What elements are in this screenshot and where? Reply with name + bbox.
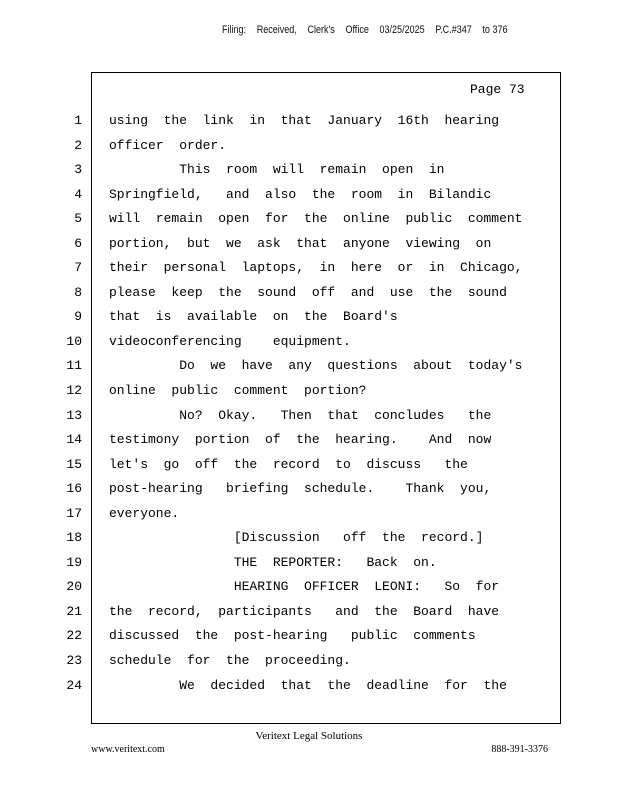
filing-clerks: Clerk's: [307, 24, 335, 36]
line-text: let's go off the record to discuss the: [109, 456, 468, 472]
filing-office: Office: [345, 24, 369, 36]
line-text: We decided that the deadline for the: [109, 677, 507, 693]
transcript-line: [0, 430, 618, 455]
filing-label: Filing:: [222, 24, 247, 36]
transcript-line: [0, 307, 618, 332]
line-number: 9: [74, 309, 82, 325]
line-text: officer order.: [109, 137, 227, 153]
line-number: 24: [66, 677, 82, 693]
transcript-line: [0, 676, 618, 701]
footer-company: Veritext Legal Solutions: [255, 730, 363, 742]
transcript-line: [0, 258, 618, 283]
line-number: 2: [74, 137, 82, 153]
filing-page-range: to 376: [482, 24, 508, 36]
line-text: Do we have any questions about today's: [109, 358, 523, 374]
transcript-line: [0, 234, 618, 259]
line-text: [Discussion off the record.]: [109, 530, 484, 546]
line-text: online public comment portion?: [109, 383, 367, 399]
line-number: 22: [66, 628, 82, 644]
line-number: 20: [66, 579, 82, 595]
line-number: 21: [66, 603, 82, 619]
line-number: 8: [74, 284, 82, 300]
line-number: 10: [66, 333, 82, 349]
line-number: 14: [66, 432, 82, 448]
transcript-line: [0, 528, 618, 553]
line-number: 19: [66, 554, 82, 570]
transcript-line: [0, 160, 618, 185]
line-text: Springfield, and also the room in Bilandic: [109, 186, 492, 202]
line-text: please keep the sound off and use the sound: [109, 284, 507, 300]
transcript-line: [0, 626, 618, 651]
transcript-line: [0, 479, 618, 504]
line-text: everyone.: [109, 505, 180, 521]
footer-website: www.veritext.com: [91, 744, 165, 755]
line-text: THE REPORTER: Back on.: [109, 554, 437, 570]
line-text: the record, participants and the Board have: [109, 603, 500, 619]
line-text: HEARING OFFICER LEONI: So for: [109, 579, 500, 595]
transcript-line: [0, 553, 618, 578]
transcript-line: [0, 577, 618, 602]
line-number: 1: [74, 113, 82, 128]
line-text: videoconferencing equipment.: [109, 333, 351, 349]
filing-date: 03/25/2025: [379, 24, 425, 36]
line-text: schedule for the proceeding.: [109, 653, 351, 669]
line-number: 6: [74, 235, 82, 251]
filing-pc-number: P.C.#347: [435, 24, 472, 36]
transcript-line: [0, 209, 618, 234]
line-text: that is available on the Board's: [109, 309, 398, 325]
transcript-line: [0, 136, 618, 161]
page-number: Page 73: [470, 82, 525, 97]
transcript-line: [0, 185, 618, 210]
filing-received: Received,: [256, 24, 297, 36]
line-number: 17: [66, 505, 82, 521]
line-text: This room will remain open in: [109, 162, 445, 178]
transcript-line: [0, 283, 618, 308]
transcript-line: [0, 504, 618, 529]
line-text: will remain open for the online public comment: [109, 211, 523, 227]
line-number: 18: [66, 530, 82, 546]
line-number: 5: [74, 211, 82, 227]
line-number: 16: [66, 481, 82, 497]
line-number: 11: [66, 358, 82, 374]
line-text: using the link in that January 16th hearing: [109, 113, 500, 128]
line-text: their personal laptops, in here or in Chicago,: [109, 260, 523, 276]
line-text: No? Okay. Then that concludes the: [109, 407, 492, 423]
transcript-line: [0, 111, 618, 136]
transcript-line: [0, 455, 618, 480]
transcript-line: [0, 381, 618, 406]
filing-stamp: [222, 24, 508, 36]
footer-phone: 888-391-3376: [491, 744, 548, 755]
line-text: post-hearing briefing schedule. Thank you,: [109, 481, 492, 497]
line-number: 3: [74, 162, 82, 178]
transcript-line: [0, 332, 618, 357]
line-number: 7: [74, 260, 82, 276]
transcript-line: [0, 651, 618, 676]
transcript-line: [0, 356, 618, 381]
line-number: 15: [66, 456, 82, 472]
line-text: portion, but we ask that anyone viewing on: [109, 235, 492, 251]
transcript-line: [0, 602, 618, 627]
transcript-line: [0, 406, 618, 431]
line-text: testimony portion of the hearing. And now: [109, 432, 492, 448]
line-number: 13: [66, 407, 82, 423]
line-text: discussed the post-hearing public comments: [109, 628, 476, 644]
transcript-lines: [0, 111, 618, 700]
line-number: 4: [74, 186, 82, 202]
line-number: 12: [66, 383, 82, 399]
line-number: 23: [66, 653, 82, 669]
